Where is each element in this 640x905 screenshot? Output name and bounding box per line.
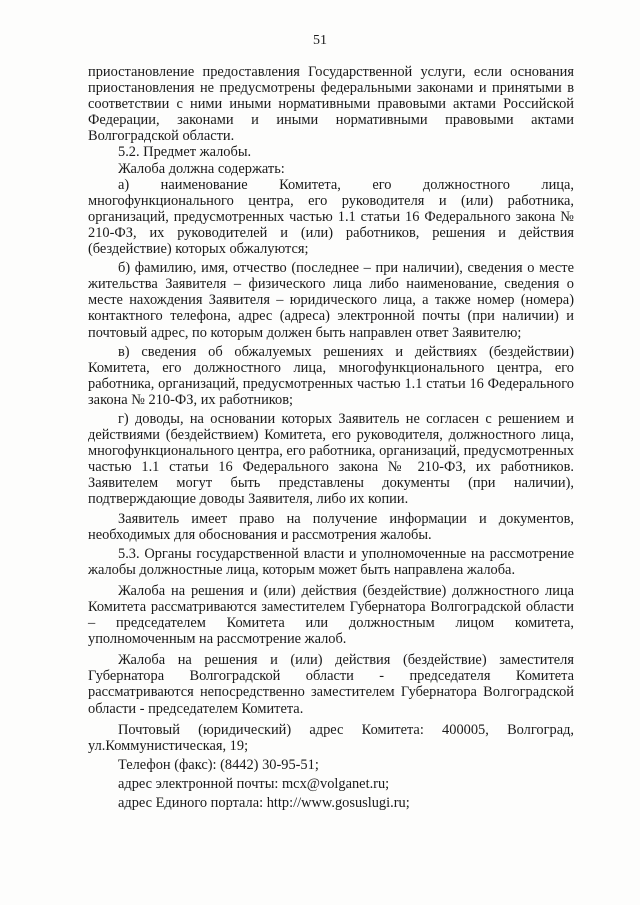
postal-address: Почтовый (юридический) адрес Комитета: 400005, Волгоград, ул.Коммунистическая, 19; xyxy=(88,721,574,754)
portal-address: адрес Единого портала: http://www.gosuslugi.ru; xyxy=(118,795,410,812)
list-item-v: в) сведения об обжалуемых решениях и действиях (бездействии) Комитета, его должностного лица, многофункционального центра, его работника, организаций, предусмотренных частью 1.1 статьи 16 Федерального закона № 210-ФЗ, их работников; xyxy=(88,343,574,408)
phone-fax: Телефон (факс): (8442) 30-95-51; xyxy=(118,756,319,773)
paragraph-suspension-grounds: приостановление предоставления Государственной услуги, если основания приостановления не предусмотрены федеральными законами и принятыми в соответствии с ними иными нормативными правовыми актами Российской Федерации, законами и иными нормативными правовыми актами Волгоградской области. xyxy=(88,64,574,145)
document-body xyxy=(88,64,574,811)
list-item-g: г) доводы, на основании которых Заявитель не согласен с решением и действиями (бездействием) Комитета, его руководителя, должностного лица, многофункционального центра, его работника, организаций, предусмотренных частью 1.1 статьи 16 Федерального закона № 210-ФЗ, их работников. Заявителем могут быть представлены документы (при наличии), подтверждающие доводы Заявителя, либо их копии. xyxy=(88,410,574,508)
page-number: 51 xyxy=(313,33,327,48)
paragraph-applicant-rights: Заявитель имеет право на получение информации и документов, необходимых для обоснования и рассмотрения жалобы. xyxy=(88,510,574,543)
paragraph-complaint-committee-official: Жалоба на решения и (или) действия (бездействие) должностного лица Комитета рассматриваются заместителем Губернатора Волгоградской области – председателем Комитета или должностным лицом комитета, уполномоченным на рассмотрение жалоб. xyxy=(88,582,574,648)
section-5-3-heading: 5.3. Органы государственной власти и уполномоченные на рассмотрение жалобы должностные лица, которым может быть направлена жалоба. xyxy=(88,545,574,578)
list-item-a: а) наименование Комитета, его должностного лица, многофункционального центра, его руководителя и (или) работника, организаций, предусмотренных частью 1.1 статьи 16 Федерального закона № 210-ФЗ, их руководителей и (или) работников, решения и действия (бездействие) которых обжалуются; xyxy=(88,176,574,258)
list-item-b: б) фамилию, имя, отчество (последнее – при наличии), сведения о месте жительства Заявителя – физического лица либо наименование, сведения о месте нахождения Заявителя – юридического лица, а также номер (номера) контактного телефона, адрес (адреса) электронной почты (при наличии) и почтовый адрес, по которым должен быть направлен ответ Заявителю; xyxy=(88,260,574,341)
section-5-2-heading: 5.2. Предмет жалобы. xyxy=(118,144,252,161)
email-address: адрес электронной почты: mcx@volganet.ru; xyxy=(118,775,390,792)
paragraph-complaint-deputy-governor: Жалоба на решения и (или) действия (бездействие) заместителя Губернатора Волгоградской области - председателя Комитета рассматриваются непосредственно заместителем Губернатора Волгоградской области - председателем Комитета. xyxy=(88,652,574,717)
paragraph-complaint-contents: Жалоба должна содержать: xyxy=(118,160,285,177)
